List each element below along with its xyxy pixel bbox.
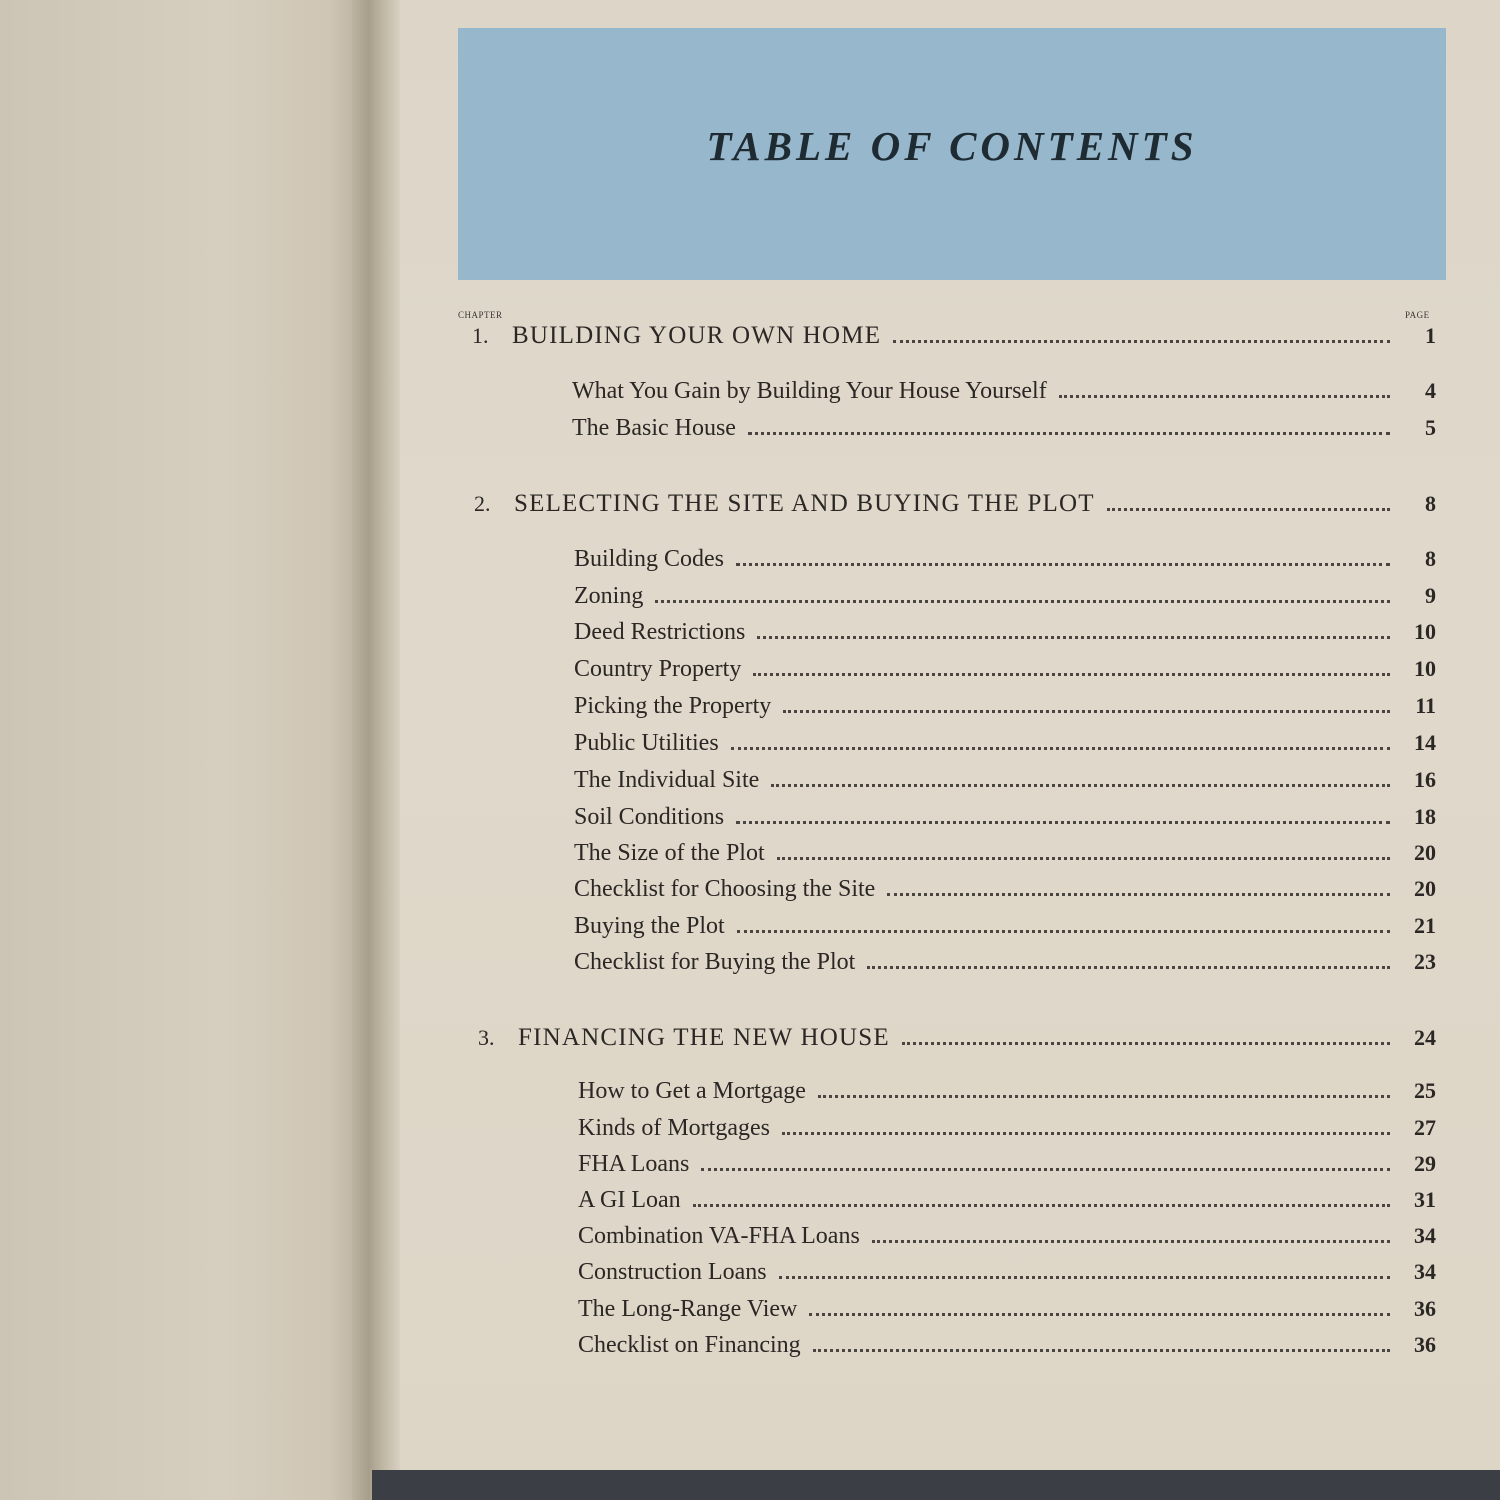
page-number: 34	[1414, 1259, 1436, 1284]
page-number: 14	[1414, 730, 1436, 755]
dot-leader	[655, 599, 1390, 603]
toc-section-row	[572, 415, 1436, 442]
section-title: Building Codes	[574, 546, 725, 572]
toc-chapter-row	[472, 322, 1436, 350]
dot-leader	[693, 1203, 1390, 1207]
book-gutter	[352, 0, 400, 1500]
dot-leader	[701, 1167, 1390, 1171]
dot-leader	[902, 1041, 1390, 1045]
page-number: 8	[1425, 491, 1436, 516]
dot-leader	[809, 1312, 1390, 1316]
toc-section-row	[578, 1223, 1436, 1250]
section-title: Soil Conditions	[574, 804, 725, 830]
toc-section-row	[574, 949, 1436, 976]
dot-leader	[782, 1131, 1390, 1135]
dot-leader	[753, 672, 1390, 676]
dot-leader	[748, 431, 1390, 435]
page-number: 36	[1414, 1332, 1436, 1357]
section-title: A GI Loan	[578, 1187, 681, 1213]
dot-leader	[887, 892, 1390, 896]
section-title: Zoning	[574, 583, 644, 609]
toc-section-row	[574, 693, 1436, 720]
toc-section-row	[578, 1259, 1436, 1286]
section-title: Checklist for Buying the Plot	[574, 949, 856, 975]
chapter-title: FINANCING THE NEW HOUSE	[518, 1024, 890, 1051]
toc-section-row	[578, 1078, 1436, 1105]
dot-leader	[872, 1239, 1390, 1243]
section-title: Deed Restrictions	[574, 619, 746, 645]
left-page	[0, 0, 366, 1500]
section-title: Public Utilities	[574, 730, 719, 756]
page-number: 27	[1414, 1115, 1436, 1140]
toc-section-row	[578, 1332, 1436, 1359]
page-number: 10	[1414, 656, 1436, 681]
dot-leader	[813, 1348, 1390, 1352]
toc-section-row	[574, 730, 1436, 757]
toc-section-row	[578, 1151, 1436, 1178]
toc-section-row	[574, 840, 1436, 867]
page-number: 31	[1414, 1187, 1436, 1212]
page-number: 29	[1414, 1151, 1436, 1176]
chapter-number: 2.	[474, 491, 491, 516]
dot-leader	[893, 339, 1390, 343]
toc-section-row	[574, 804, 1436, 831]
dot-leader	[736, 562, 1390, 566]
title-banner	[458, 28, 1446, 280]
page-number: 1	[1425, 323, 1436, 348]
page-number: 5	[1425, 415, 1436, 440]
section-title: Construction Loans	[578, 1259, 767, 1285]
page-number: 8	[1425, 546, 1436, 571]
toc-section-row	[574, 583, 1436, 610]
section-title: Country Property	[574, 656, 742, 682]
page-title: TABLE OF CONTENTS	[706, 123, 1198, 169]
page-number: 25	[1414, 1078, 1436, 1103]
toc-section-row	[572, 378, 1436, 405]
page-number: 9	[1425, 583, 1436, 608]
chapter-title: BUILDING YOUR OWN HOME	[512, 322, 882, 349]
dot-leader	[737, 929, 1390, 933]
section-title: What You Gain by Building Your House Yourself	[572, 378, 1047, 404]
chapter-column-label: CHAPTER	[458, 310, 503, 320]
section-title: The Long-Range View	[578, 1296, 798, 1322]
toc-section-row	[574, 767, 1436, 794]
page-number: 11	[1415, 693, 1436, 718]
chapter-number: 1.	[472, 323, 489, 348]
toc-chapter-row	[474, 490, 1436, 518]
section-title: The Individual Site	[574, 767, 760, 793]
dot-leader	[779, 1275, 1390, 1279]
page-number: 18	[1414, 804, 1436, 829]
toc-section-row	[574, 913, 1436, 940]
page-number: 21	[1414, 913, 1436, 938]
chapter-number: 3.	[478, 1025, 495, 1050]
dot-leader	[736, 820, 1390, 824]
dot-leader	[1059, 394, 1390, 398]
page-number: 10	[1414, 619, 1436, 644]
toc-section-row	[578, 1115, 1436, 1142]
section-title: Picking the Property	[574, 693, 772, 719]
toc-section-row	[574, 546, 1436, 573]
dot-leader	[867, 965, 1390, 969]
section-title: The Basic House	[572, 415, 736, 441]
page-number: 16	[1414, 767, 1436, 792]
dot-leader	[818, 1094, 1390, 1098]
section-title: Checklist for Choosing the Site	[574, 876, 876, 902]
toc-section-row	[578, 1296, 1436, 1323]
section-title: The Size of the Plot	[574, 840, 765, 866]
page-number: 24	[1414, 1025, 1436, 1050]
chapter-title: SELECTING THE SITE AND BUYING THE PLOT	[514, 490, 1095, 517]
toc-section-row	[578, 1187, 1436, 1214]
section-title: Kinds of Mortgages	[578, 1115, 770, 1141]
dot-leader	[777, 856, 1390, 860]
section-title: FHA Loans	[578, 1151, 690, 1177]
dot-leader	[731, 746, 1390, 750]
section-title: Checklist on Financing	[578, 1332, 801, 1358]
page-number: 4	[1425, 378, 1436, 403]
toc-section-row	[574, 619, 1436, 646]
dot-leader	[757, 635, 1390, 639]
dot-leader	[771, 783, 1390, 787]
dot-leader	[783, 709, 1390, 713]
section-title: How to Get a Mortgage	[578, 1078, 806, 1104]
page-number: 20	[1414, 876, 1436, 901]
toc-section-row	[574, 876, 1436, 903]
toc-chapter-row	[478, 1024, 1436, 1052]
section-title: Buying the Plot	[574, 913, 725, 939]
page-number: 36	[1414, 1296, 1436, 1321]
section-title: Combination VA-FHA Loans	[578, 1223, 860, 1249]
page-number: 20	[1414, 840, 1436, 865]
page-number: 34	[1414, 1223, 1436, 1248]
page-column-label: PAGE	[1405, 310, 1430, 320]
book-cover-edge	[372, 1470, 1500, 1500]
dot-leader	[1107, 507, 1390, 511]
page-number: 23	[1414, 949, 1436, 974]
toc-section-row	[574, 656, 1436, 683]
